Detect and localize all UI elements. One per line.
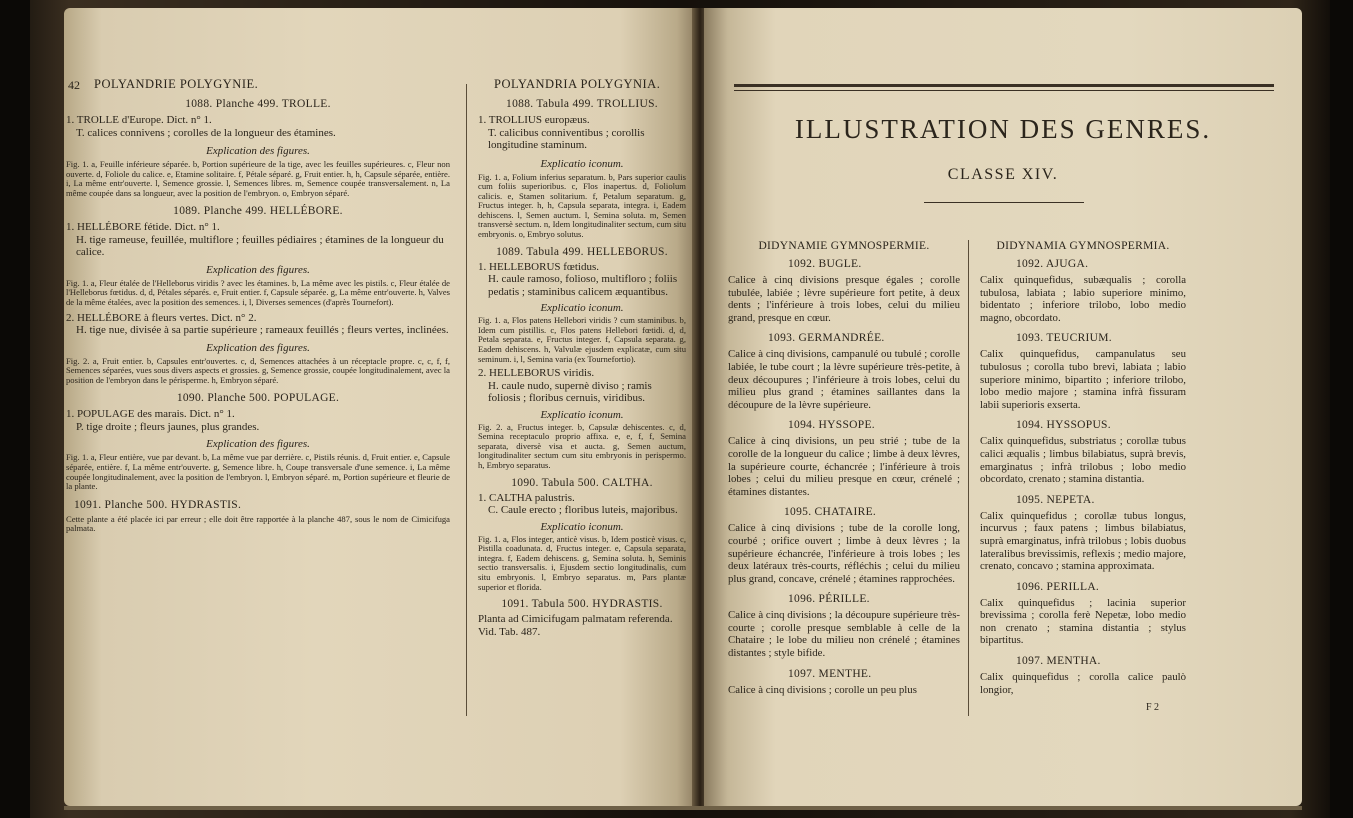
genus-heading: 1096. PÉRILLE.	[788, 593, 870, 606]
french-column	[728, 240, 960, 696]
genus-heading: 1095. CHATAIRE.	[784, 506, 877, 519]
species-description: C. Caule erecto ; floribus luteis, majoribus.	[488, 504, 678, 517]
explication-heading: Explicatio iconum.	[540, 520, 624, 533]
column-divider	[466, 84, 467, 716]
genus-heading: 1093. GERMANDRÉE.	[768, 332, 885, 345]
genus-description: Calix quinquefidus ; lacinia superior brevissima ; corolla ferè Nepetæ, lobo medio non crenato ; stamina distantia ; stylus bipartitus.	[980, 596, 1186, 647]
species-description: H. tige rameuse, feuillée, multiflore ; feuilles pédiaires ; étamines de la longueur du calice.	[76, 233, 444, 259]
species-line: 1. HELLÉBORE fétide. Dict. n° 1.	[66, 221, 220, 234]
species-line: 1. TROLLE d'Europe. Dict. n° 1.	[66, 114, 212, 126]
species-description: T. calicibus conniventibus ; corollis longitudine staminum.	[488, 126, 645, 151]
genus-heading: 1089. Tabula 499. HELLEBORUS.	[496, 245, 668, 258]
latin-column	[478, 98, 686, 638]
short-rule	[924, 202, 1084, 203]
genus-description: Calice à cinq divisions ; corolle un peu plus	[728, 683, 917, 696]
page-title: ILLUSTRATION DES GENRES.	[794, 114, 1212, 144]
genus-heading: 1090. Tabula 500. CALTHA.	[511, 476, 653, 489]
genus-description: Calice à cinq divisions ; tube de la corolle long, courbé ; orifice ouvert ; limbe à deux lèvres ; la supérieure échancrée, l'inférieure à trois lobes ; les deux latéraux très-courts, réfléchis ; celui du milieu plus grand, concave, crénelé ; étamines rapprochées.	[728, 522, 960, 585]
species-line: 1. CALTHA palustris.	[478, 491, 575, 504]
explication-heading: Explication des figures.	[206, 341, 310, 354]
species-line: 2. HELLEBORUS viridis.	[478, 367, 595, 380]
species-line: 1. TROLLIUS europæus.	[478, 114, 590, 126]
latin-column	[980, 240, 1186, 696]
species-description: H. tige nue, divisée à sa partie supérieure ; rameaux feuillés ; fleurs vertes, inclinées.	[76, 324, 449, 337]
figure-legend: Fig. 1. a, Flos patens Hellebori viridis ? cum staminibus. b, Idem cum pistillis. c, Flos patens Hellebori fœtidi. d, d, Petala separata. e, Fructus integer. f, Capsula separata. g, Eadem dehiscens. h, Valvulæ ejusdem explicatæ, cum situ seminum. i, l, Semina varia (ex Tournefortio).	[478, 315, 686, 364]
species-description: P. tige droite ; fleurs jaunes, plus grandes.	[76, 420, 260, 433]
running-head-french: POLYANDRIE POLYGYNIE.	[94, 77, 259, 91]
note: Cette plante a été placée ici par erreur ; elle doit être rapportée à la planche 487, sous le nom de Cimicifuga palmata.	[66, 513, 450, 534]
explication-heading: Explicatio iconum.	[540, 157, 624, 170]
right-page	[704, 8, 1302, 806]
explication-heading: Explicatio iconum.	[540, 302, 624, 315]
figure-legend: Fig. 2. a, Fruit entier. b, Capsules entr'ouvertes. c, d, Semences attachées à un réceptacle propre. c, c, f, f, Semences séparées, vues sous divers aspects et grossies. g, Semence grossie, coupée longitudinalement, avec la position de l'embryon dans le périsperme. h, Embryon séparé.	[66, 355, 450, 385]
top-rule	[734, 84, 1274, 87]
species-description: T. calices connivens ; corolles de la longueur des étamines.	[76, 126, 336, 139]
genus-heading: 1092. AJUGA.	[1016, 258, 1089, 270]
page-edges	[64, 806, 1302, 810]
genus-description: Calix quinquefidus ; corollæ tubus longus, incurvus ; faux patens ; limbus bilabiatus, suprà emarginatus, infrà trilobus ; lobis duobus lateralibus brevissimis, reflexis ; medio majore, crenato, concavo ; stamina approximata.	[980, 509, 1186, 573]
genus-description: Calix quinquefidus, substriatus ; corollæ tubus calici æqualis ; limbus bilabiatus, suprà brevis, emarginatus ; infrà trilobus ; lobo medio obcordato, crenato ; stamina distantia.	[980, 435, 1186, 486]
explication-heading: Explicatio iconum.	[540, 408, 624, 421]
species-line: 1. HELLEBORUS fœtidus.	[478, 260, 599, 273]
genus-heading: 1094. HYSSOPE.	[788, 419, 875, 432]
genus-heading: 1088. Tabula 499. TROLLIUS.	[506, 98, 658, 110]
genus-heading: 1090. Planche 500. POPULAGE.	[176, 392, 340, 405]
species-line: 1. POPULAGE des marais. Dict. n° 1.	[66, 408, 235, 421]
genus-heading: 1097. MENTHE.	[788, 667, 872, 680]
top-rule-thin	[734, 90, 1274, 91]
genus-heading: 1096. PERILLA.	[1016, 580, 1100, 593]
genus-heading: 1089. Planche 499. HELLÉBORE.	[173, 205, 343, 218]
column-divider	[968, 240, 969, 716]
figure-legend: Fig. 1. a, Flos integer, anticè visus. b, Idem posticè visus. c, Pistilla coadunata. d, Fructus integer. e, Capsula separata, integra. f, Eadem dehiscens. g, Semina soluta. h, Seminis sectio transversalis. i, Ejusdem sectio longitudinalis, cum situ embryonis. l, Embryo separatus. m, Pars plantæ superior et florida.	[478, 533, 686, 592]
genus-description: Calix quinquefidus ; corolla calice paulò longior,	[980, 671, 1186, 696]
class-heading: CLASSE XIV.	[947, 166, 1059, 183]
genus-heading: 1091. Planche 500. HYDRASTIS.	[74, 498, 242, 511]
section-heading: DIDYNAMIA GYMNOSPERMIA.	[996, 240, 1170, 252]
genus-heading: 1097. MENTHA.	[1016, 655, 1101, 668]
genus-heading: 1093. TEUCRIUM.	[1016, 332, 1112, 345]
genus-heading: 1092. BUGLE.	[788, 258, 862, 270]
genus-heading: 1094. HYSSOPUS.	[1016, 419, 1111, 432]
figure-legend: Fig. 1. a, Feuille inférieure séparée. b, Portion supérieure de la tige, avec les feuilles supérieures. c, Fleur non ouverte. d, Foliole du calice. e, Etamine solitaire. f, Pétale séparé. g, Fruit entier. h, h, Capsule séparée, entière. i, La même entr'ouverte. l, Semence grossie. l, Semences libres. m, Semence coupée transversalement. n, La même coupée dans sa longueur, avec la position de l'embryon. o, Embryon séparé.	[66, 159, 450, 198]
explication-heading: Explication des figures.	[206, 145, 310, 157]
figure-legend: Fig. 1. a, Fleur entière, vue par devant. b, La même vue par derrière. c, Pistils réunis. d, Fruit entier. e, Capsule séparée, entière. f, La même entr'ouverte. g, Semence libre. h, Coupe transversale d'une semence. i, La même coupée longitudinalement, avec la position de l'embryon. l, Embryon séparé. m, Portion supérieure et fleurie de la plante.	[66, 452, 450, 492]
genus-description: Calice à cinq divisions presque égales ; corolle tubulée, labiée ; lèvre supérieure fort petite, à deux dents ; l'inférieure à trois lobes, celui du milieu grand, presque en cœur.	[728, 274, 960, 324]
left-page	[64, 8, 696, 806]
figure-legend: Fig. 1. a, Fleur étalée de l'Helleborus viridis ? avec les étamines. b, La même avec les pistils. c, Fleur étalée de l'Helleborus fœtidus. d, d, Pétales séparés. e, Fruit entier. f, Capsule séparée. g, La même entr'ouverte. h, Valves de la même étalées, avec la position des semences. i, l, Diverses semences (d'après Tournefort).	[66, 277, 450, 308]
species-description: H. caule nudo, supernè diviso ; ramis foliosis ; floribus cernuis, viridibus.	[488, 379, 652, 405]
figure-legend: Fig. 2. a, Fructus integer. b, Capsulæ dehiscentes. c, d, Semina receptaculo proprio affixa. e, e, f, f, Semina separata, diversè visa et aucta. g, Semen auctum, longitudinaliter sectum cum situ embryonis in perispermo. h, Embryo separatus.	[478, 421, 686, 470]
species-line: 2. HELLÉBORE à fleurs vertes. Dict. n° 2.	[66, 311, 257, 324]
genus-description: Calice à cinq divisions, campanulé ou tubulé ; corolle labiée, le tube court ; la lèvre supérieure très-petite, à deux découpures ; l'inférieure à trois lobes, celui du milieu plus grand ; étamines saillantes dans la découpure de la lèvre supérieure.	[728, 348, 960, 411]
genus-description: Calice à cinq divisions, un peu strié ; tube de la corolle de la longueur du calice ; limbe à deux lèvres, la supérieure courte, échancrée ; l'inférieure à trois lobes ; celui du milieu presque en cœur, crénelé ; étamines distantes.	[728, 435, 960, 498]
explication-heading: Explication des figures.	[206, 438, 310, 451]
page-number: 42	[68, 78, 80, 92]
note: Planta ad Cimicifugam palmatam referenda. Vid. Tab. 487.	[478, 613, 673, 638]
genus-heading: 1088. Planche 499. TROLLE.	[185, 98, 331, 110]
genus-heading: 1091. Tabula 500. HYDRASTIS.	[501, 598, 663, 611]
genus-heading: 1095. NEPETA.	[1016, 493, 1095, 506]
figure-legend: Fig. 1. a, Folium inferius separatum. b, Pars superior caulis cum foliis superioribus. c, Flos inapertus. d, Foliolum calicis. e, Stamen solitarium. f, Petalum separatum. g, Fructus integer. h, h, Capsula separata, integra. i, Eadem dehiscens. l, Semen auctum. l, Semina soluta. m, Semen transversè sectum. n, Idem longitudinaliter sectum, cum situ embryonis. o, Embryo solutus.	[478, 171, 686, 240]
explication-heading: Explication des figures.	[206, 263, 310, 276]
species-description: H. caule ramoso, folioso, multifloro ; foliis pedatis ; staminibus calicem æquantibus.	[488, 273, 678, 298]
section-heading: DIDYNAMIE GYMNOSPERMIE.	[758, 240, 930, 252]
genus-description: Calix quinquefidus, campanulatus seu tubulosus ; corolla tubo brevi, labiata ; labio superiore minimo, bipartito ; inferiore trilobo, lobo medio majore ; stamina infrà fissuram labii superioris exserta.	[980, 348, 1186, 411]
french-column	[66, 98, 450, 534]
genus-description: Calix quinquefidus, subæqualis ; corolla tubulosa, labiata ; labio superiore minimo, bidentato ; inferiore trilobo, lobo medio magno, obcordato.	[980, 274, 1186, 324]
genus-description: Calice à cinq divisions ; la découpure supérieure très-courte ; corolle presque semblable à celle de la Chataire ; le lobe du milieu non crénelé ; étamines distantes ; style bifide.	[728, 609, 960, 660]
running-head-latin: POLYANDRIA POLYGYNIA.	[494, 77, 661, 91]
signature-mark: F 2	[1146, 702, 1160, 713]
